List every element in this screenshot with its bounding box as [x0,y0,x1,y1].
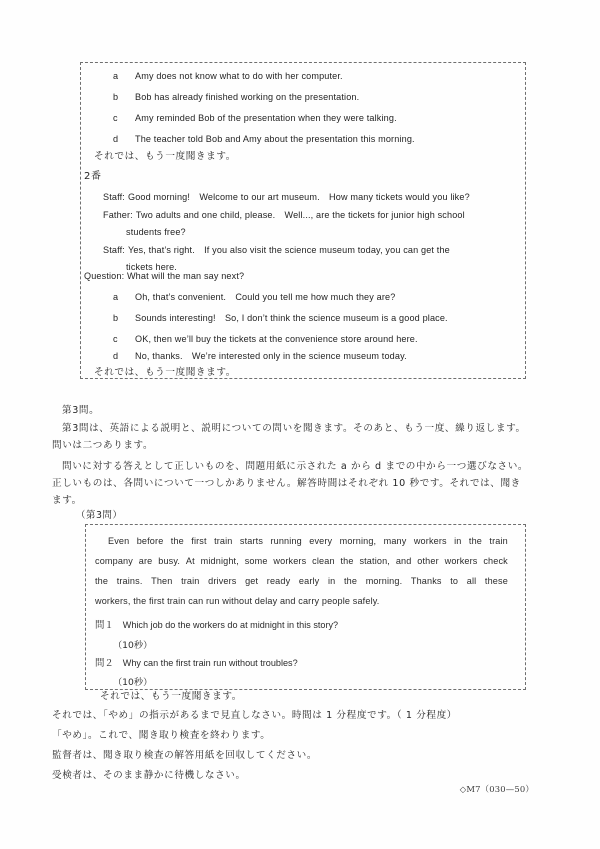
passage-word: workers [413,536,447,546]
passage-word: the [95,576,109,586]
option-letter: a [113,292,119,302]
instruction-line: 正しいものは、各問いについて一つしかありません。解答時間はそれぞれ 10 秒です。それでは、聞き [52,478,521,489]
passage-word: the [340,556,354,566]
option-letter: b [113,92,119,102]
option-text: Amy reminded Bob of the presentation when they were talking. [135,113,397,123]
subquestion-label: 問１ [95,620,114,631]
passage-word: in [327,576,336,586]
box-label-q3: （第3問） [76,510,123,521]
passage-word: running [270,536,302,546]
passage-word: Even [108,536,130,546]
passage-line: workers, the first train can run without delay and carry people safely. [95,596,380,606]
repeat-instruction: それでは、もう一度聞きます。 [94,151,236,162]
passage-word: the [343,576,358,586]
option-row [113,93,359,102]
subquestion-text: Why can the first train run without troubles? [122,658,298,668]
option-letter: b [113,313,119,323]
answer-time-note: （10秒） [113,640,153,651]
passage-word: these [484,576,508,586]
subquestion-row [95,617,338,631]
passage-word: before [136,536,164,546]
passage-word: train [489,536,508,546]
passage-line [108,536,508,546]
passage-word: At [185,556,195,566]
passage-word: many [383,536,407,546]
option-row [113,335,418,344]
dialogue-text: Yes, that’s right. If you also visit the science museum today, you can get the [127,245,450,255]
passage-word: early [298,576,320,586]
passage-word: clean [312,556,335,566]
passage-word: in [454,536,462,546]
passage-word: Then [151,576,173,586]
passage-word: workers [273,556,307,566]
page-footer-code: ◇M7（030—50） [459,784,534,794]
subquestion-text: Which job do the workers do at midnight in this story? [122,620,339,630]
passage-word: midnight, [200,556,239,566]
passage-word: every [309,536,333,546]
option-text: Sounds interesting! So, I don’t think the science museum is a good place. [135,313,448,323]
passage-line [95,556,508,566]
passage-line [95,576,508,586]
instruction-line: 第3問は、英語による説明と、説明についての問いを聞きます。そのあと、もう一度、繰り返します。 [62,423,526,434]
passage-word: station, [359,556,390,566]
passage-word: ready [266,576,291,586]
closing-line: 監督者は、聞き取り検査の解答用紙を回収してください。 [52,750,318,761]
passage-word: starts [239,536,264,546]
passage-word: trains. [116,576,143,586]
dialogue-row [103,211,465,220]
question-prompt: Question: What will the man say next? [84,271,245,281]
closing-line: 受検者は、そのまま静かに待機しなさい。 [52,770,246,781]
passage-word: first [191,536,207,546]
option-row [113,72,343,81]
option-letter: a [113,71,119,81]
dialogue-text: Good morning! Welcome to our art museum. How many tickets would you like? [127,192,470,202]
section-heading-q3: 第3問。 [62,405,100,416]
question-number-label-2: 2番 [84,171,102,182]
passage-word: morning. [365,576,403,586]
dialogue-text: Two adults and one child, please. Well..., are the tickets for junior high school [135,210,465,220]
option-text: Bob has already finished working on the presentation. [135,92,360,102]
passage-word: all [466,576,477,586]
dialogue-text-continued: tickets here. [126,262,177,272]
passage-word: the [468,536,482,546]
passage-word: get [245,576,259,586]
option-letter: d [113,134,119,144]
option-text: Oh, that’s convenient. Could you tell me how much they are? [135,292,396,302]
passage-word: train [181,576,200,586]
passage-word: check [483,556,508,566]
option-row [113,314,448,323]
option-row [113,135,415,144]
option-text: No, thanks. We’re interested only in the science museum today. [135,351,407,361]
passage-word: busy. [158,556,181,566]
closing-line: 「やめ」。これで、聞き取り検査を終わります。 [52,730,271,741]
option-row [113,114,397,123]
answer-time-note: （10秒） [113,677,153,688]
repeat-instruction: それでは、もう一度聞きます。 [100,691,242,702]
passage-word: workers [444,556,478,566]
dialogue-row [103,193,470,202]
repeat-instruction: それでは、もう一度聞きます。 [94,367,236,378]
option-letter: c [113,334,118,344]
passage-word: train [214,536,233,546]
option-text: Amy does not know what to do with her computer. [135,71,343,81]
option-text: The teacher told Bob and Amy about the presentation this morning. [135,134,415,144]
instruction-line: 問いに対する答えとして正しいものを、問題用紙に示された a から d までの中から一つ選びなさい。 [62,461,529,472]
passage-word: to [450,576,459,586]
subquestion-row [95,655,298,669]
instruction-line: 問いは二つあります。 [52,440,154,451]
option-row [113,352,407,361]
listening-script-box-part1 [80,62,526,379]
option-letter: d [113,351,119,361]
passage-word: Thanks [410,576,442,586]
dialogue-speaker: Father: [103,210,133,220]
passage-word: drivers [208,576,237,586]
passage-word: other [417,556,439,566]
subquestion-label: 問２ [95,658,114,669]
passage-word: and [395,556,412,566]
dialogue-text-continued: students free? [126,227,186,237]
passage-word: some [244,556,268,566]
dialogue-row [103,246,450,255]
instruction-line: ます。 [52,495,82,506]
passage-word: are [138,556,153,566]
passage-word: morning, [339,536,377,546]
passage-word: the [170,536,184,546]
option-row [113,293,395,302]
option-text: OK, then we’ll buy the tickets at the convenience store around here. [135,334,418,344]
passage-word: company [95,556,133,566]
dialogue-speaker: Staff: [103,245,125,255]
option-letter: c [113,113,118,123]
closing-line: それでは、「やめ」の指示があるまで見直しなさい。時間は 1 分程度です。（ 1 分程度） [52,710,457,721]
dialogue-speaker: Staff: [103,192,125,202]
